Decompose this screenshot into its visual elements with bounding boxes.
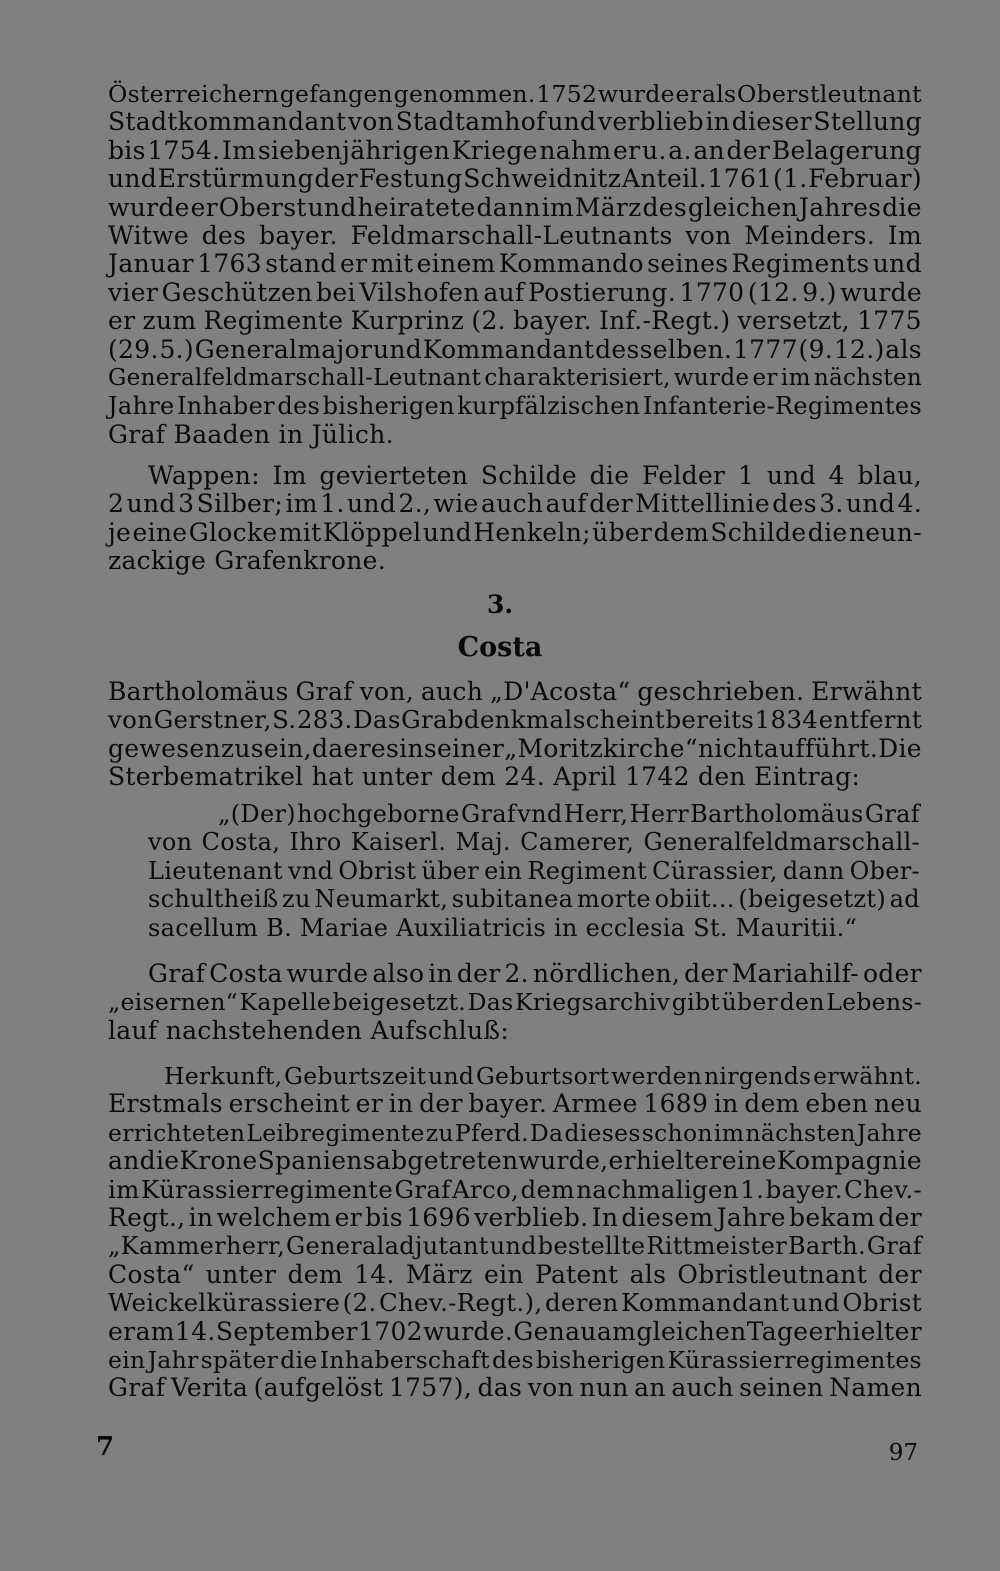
paragraph-4: [108, 960, 922, 1045]
text-line: Costa“ unter dem 14. März ein Patent als Obristleutnant der: [108, 1259, 922, 1289]
text-line: Wappen: Im gevierteten Schilde die Felder 1 und 4 blau,: [148, 461, 922, 490]
text-line: Lieutenant vnd Obrist über ein Regiment Cürassier, dann Ober-: [148, 856, 920, 885]
quotation: [148, 800, 920, 942]
text-line: Witwe des bayer. Feldmarschall-Leutnants von Meinders. Im: [108, 221, 922, 251]
text-line: Regt., in welchem er bis 1696 verblieb. In diesem Jahre bekam der: [108, 1203, 922, 1233]
text-line: Jahre Inhaber des bisherigen kurpfälzischen Infanterie-Regimentes: [108, 392, 922, 421]
text-line: Erstmals erscheint er in der bayer. Armee 1689 in dem eben neu: [108, 1089, 922, 1119]
signature-mark: 7: [96, 1432, 115, 1462]
text-line: Graf Verita (aufgelöst 1757), das von nun an auch seinen Namen: [108, 1373, 922, 1403]
text-line: Graf Baaden in Jülich.: [108, 419, 394, 449]
text-line: Graf Costa wurde also in der 2. nördlichen, der Mariahilf- oder: [148, 959, 922, 988]
text-line: gewesen zu sein, da er es in seiner „Moritzkirche“ nicht aufführt. Die: [108, 733, 922, 763]
section-title: Costa: [457, 632, 543, 663]
text-line: Österreichern gefangen genommen. 1752 wurde er als Oberstleutnant: [108, 80, 922, 108]
text-line: von Costa, Ihro Kaiserl. Maj. Camerer, Generalfeldmarschall-: [148, 828, 920, 857]
text-line: lauf nachstehenden Aufschluß:: [108, 1015, 510, 1045]
page-number: 97: [888, 1440, 918, 1466]
text-line: Sterbematrikel hat unter dem 24. April 1742 den Eintrag:: [108, 762, 861, 792]
text-line: er am 14. September 1702 wurde. Genau am gleichen Tage erhielt er: [108, 1316, 922, 1346]
text-line: je eine Glocke mit Klöppel und Henkeln; über dem Schilde die neun-: [108, 517, 922, 547]
text-line: und Erstürmung der Festung Schweidnitz Anteil. 1761 (1. Februar): [108, 164, 922, 194]
text-line: Januar 1763 stand er mit einem Kommando seines Regiments und: [108, 249, 922, 279]
paragraph-2: [108, 462, 922, 576]
text-line: (29. 5.) Generalmajor und Kommandant desselben. 1777 (9. 12.) als: [108, 334, 922, 364]
text-line: sacellum B. Mariae Auxiliatricis in ecclesia St. Mauritii.“: [148, 913, 858, 942]
section-number: 3.: [486, 590, 514, 619]
text-line: „eisernen“ Kapelle beigesetzt. Das Kriegsarchiv gibt über den Lebens-: [108, 988, 922, 1017]
text-line: errichteten Leibregimente zu Pferd. Da dieses schon im nächsten Jahre: [108, 1118, 922, 1147]
text-line: zackige Grafenkrone.: [108, 546, 386, 576]
text-line: wurde er Oberst und heiratete dann im März des gleichen Jahres die: [108, 192, 922, 222]
text-line: „(Der) hochgeborne Graf vnd Herr, Herr Bartholomäus Graf: [218, 800, 920, 828]
text-line: im Kürassierregimente Graf Arco, dem nachmaligen 1. bayer. Chev.-: [108, 1174, 922, 1204]
text-line: bis 1754. Im siebenjährigen Kriege nahm er u. a. an der Belagerung: [108, 135, 922, 165]
text-line: Weickelkürassiere (2. Chev.-Regt.), deren Kommandant und Obrist: [108, 1288, 922, 1318]
text-line: „Kammerherr, Generaladjutant und bestellte Rittmeister Barth. Graf: [108, 1232, 922, 1261]
text-line: ein Jahr später die Inhaberschaft des bisherigen Kürassierregimentes: [108, 1346, 922, 1375]
text-line: vier Geschützen bei Vilshofen auf Postierung. 1770 (12. 9.) wurde: [108, 277, 922, 307]
paragraph-3: [108, 678, 922, 792]
text-line: 2 und 3 Silber; im 1. und 2., wie auch auf der Mittellinie des 3. und 4.: [108, 489, 922, 519]
text-line: Stadtkommandant von Stadtamhof und verblieb in dieser Stellung: [108, 107, 922, 137]
paragraph-5: [108, 1062, 922, 1403]
text-line: Bartholomäus Graf von, auch „D'Acosta“ geschrieben. Erwähnt: [108, 677, 922, 706]
text-line: von Gerstner, S. 283. Das Grabdenkmal scheint bereits 1834 entfernt: [108, 705, 922, 735]
text-line: er zum Regimente Kurprinz (2. bayer. Inf.-Regt.) versetzt, 1775: [108, 306, 922, 336]
text-line: schultheiß zu Neumarkt, subitanea morte obiit... (beigesetzt) ad: [148, 885, 920, 914]
text-line: an die Krone Spaniens abgetreten wurde, erhielt er eine Kompagnie: [108, 1146, 922, 1176]
paragraph-1: [108, 80, 922, 449]
text-line: Generalfeldmarschall-Leutnant charakterisiert, wurde er im nächsten: [108, 365, 922, 392]
text-line: Herkunft, Geburtszeit und Geburtsort werden nirgends erwähnt.: [164, 1062, 922, 1090]
